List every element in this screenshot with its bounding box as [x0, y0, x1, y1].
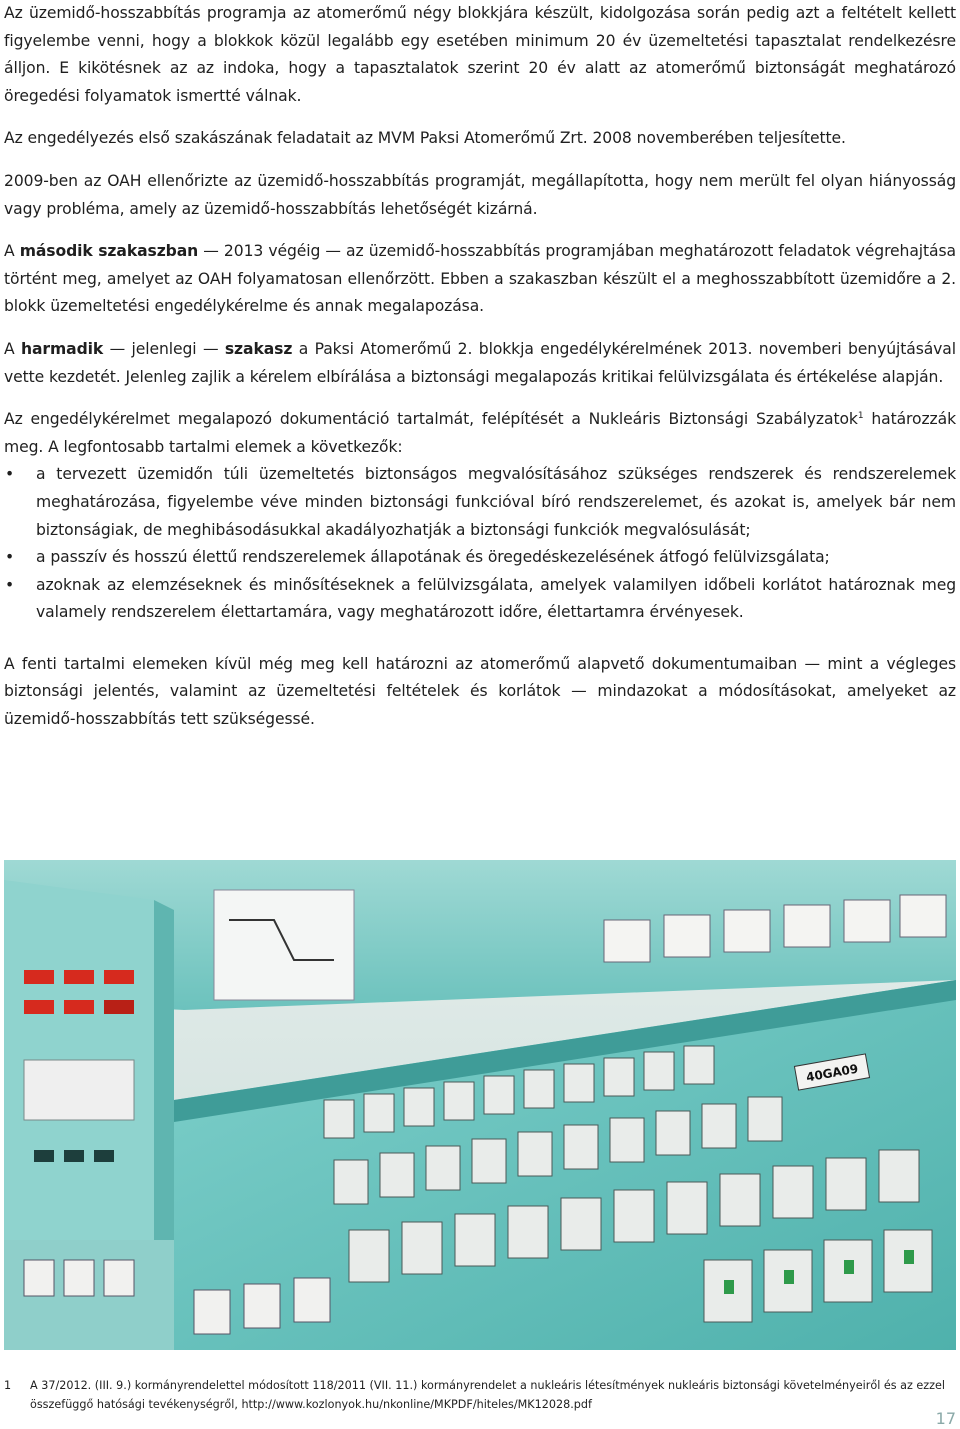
- control-panel-illustration: [4, 860, 956, 1350]
- footnote-text: A 37/2012. (III. 9.) kormányrendelettel módosított 118/2011 (VII. 11.) kormányrendelet a nukleáris létesítmények nukleáris biztonsági követelményeiről és az ezzel összefüggő hatósági tevékenységről, http://www.kozlonyok.hu/nkonline/MKPDF/hiteles/MK12028.pdf: [30, 1379, 946, 1411]
- footnote-ref: 1: [857, 411, 864, 422]
- p6-text-a: Az engedélykérelmet megalapozó dokumentáció tartalmát, felépítését a Nukleáris Biztonsági Szabályzatok: [4, 410, 858, 429]
- bullet-icon: •: [5, 548, 15, 567]
- bullet-item: [4, 461, 956, 544]
- p4-bold: második szakaszban: [19, 242, 199, 261]
- control-room-photo: [4, 860, 956, 1350]
- bullet-icon: •: [5, 465, 15, 484]
- p5-text-c: — jelenlegi —: [103, 339, 225, 358]
- p4-text-a: A: [4, 242, 20, 261]
- p5-bold-2: szakasz: [224, 339, 293, 358]
- paragraph-7: A fenti tartalmi elemeken kívül még meg kell határozni az atomerőmű alapvető dokumentumaiban — mint a végleges biztonsági jelentés, valamint az üzemeltetési feltételek és korlátok — mindazokat a módosításokat, amelyeket az üzemidő-hosszabbítás tett szükségessé.: [4, 654, 956, 729]
- paragraph-3: 2009-ben az OAH ellenőrizte az üzemidő-hosszabbítás programját, megállapította, hogy nem merült fel olyan hiányosság vagy probléma, amely az üzemidő-hosszabbítás lehetőségét kizárná.: [4, 171, 956, 218]
- p6-text-b: határozzák meg. A legfontosabb tartalmi elemek a következők:: [4, 410, 957, 456]
- page-number: 17: [935, 1409, 956, 1428]
- footnote-number: 1: [4, 1379, 12, 1392]
- paragraph-4: [4, 238, 956, 321]
- bullet-text: a tervezett üzemidőn túli üzemeltetés biztonságos megvalósításához szükséges rendszerek és rendszerelemek meghatározása, figyelembe véve minden biztonsági funkcióval bíró rendszerelemet, és azokat is, amelyek bár nem biztonságiak, de meghibásodásukkal akadályozhatják a biztonsági funkciók megvalósulását;: [36, 465, 956, 539]
- paragraph-6: [4, 406, 956, 461]
- p5-bold-1: harmadik: [21, 339, 104, 358]
- bullet-text: azoknak az elemzéseknek és minősítéseknek a felülvizsgálata, amelyek valamilyen időbeli korlátot határoznak meg valamely rendszerelem élettartamára, vagy meghatározott időre, élettartamra érvényesek.: [36, 575, 956, 622]
- main-text: [4, 0, 956, 749]
- panel-label-text: 40GA09: [805, 1061, 860, 1085]
- p5-text-e: a Paksi Atomerőmű 2. blokkja engedélykérelmének 2013. novemberi benyújtásával vette kezdetét. Jelenleg zajlik a kérelem elbírálása a biztonsági megalapozás kritikai felülvizsgálata és értékelése alapján.: [4, 339, 956, 386]
- paragraph-1: Az üzemidő-hosszabbítás programja az atomerőmű négy blokkjára készült, kidolgozása során pedig azt a feltételt kellett figyelembe venni, hogy a blokkok közül legalább egy esetében minimum 20 év üzemeltetési tapasztalat rendelkezésre álljon. E kikötésnek az az indoka, hogy a tapasztalatok szerint 20 év alatt az atomerőmű biztonságát meghatározó öregedési folyamatok ismertté válnak.: [4, 4, 956, 105]
- paragraph-2: Az engedélyezés első szakászának feladatait az MVM Paksi Atomerőmű Zrt. 2008 novemberében teljesítette.: [4, 129, 846, 148]
- bullet-icon: •: [5, 575, 15, 594]
- bullet-text: a passzív és hosszú élettű rendszerelemek állapotának és öregedéskezelésének átfogó felülvizsgálata;: [36, 548, 830, 567]
- footnote: [4, 1376, 956, 1414]
- paragraph-5: [4, 336, 956, 391]
- bullet-item: [4, 572, 956, 627]
- bullet-item: [4, 544, 956, 572]
- bullet-list: [4, 461, 956, 627]
- p4-text-c: — 2013 végéig — az üzemidő-hosszabbítás programjában meghatározott feladatok végrehajtása történt meg, amelyet az OAH folyamatosan ellenőrzött. Ebben a szakaszban készült el a meghosszabbított üzemidőre a 2. blokk üzemeltetési engedélykérelme és annak megalapozása.: [4, 242, 956, 316]
- p5-text-a: A: [4, 339, 21, 358]
